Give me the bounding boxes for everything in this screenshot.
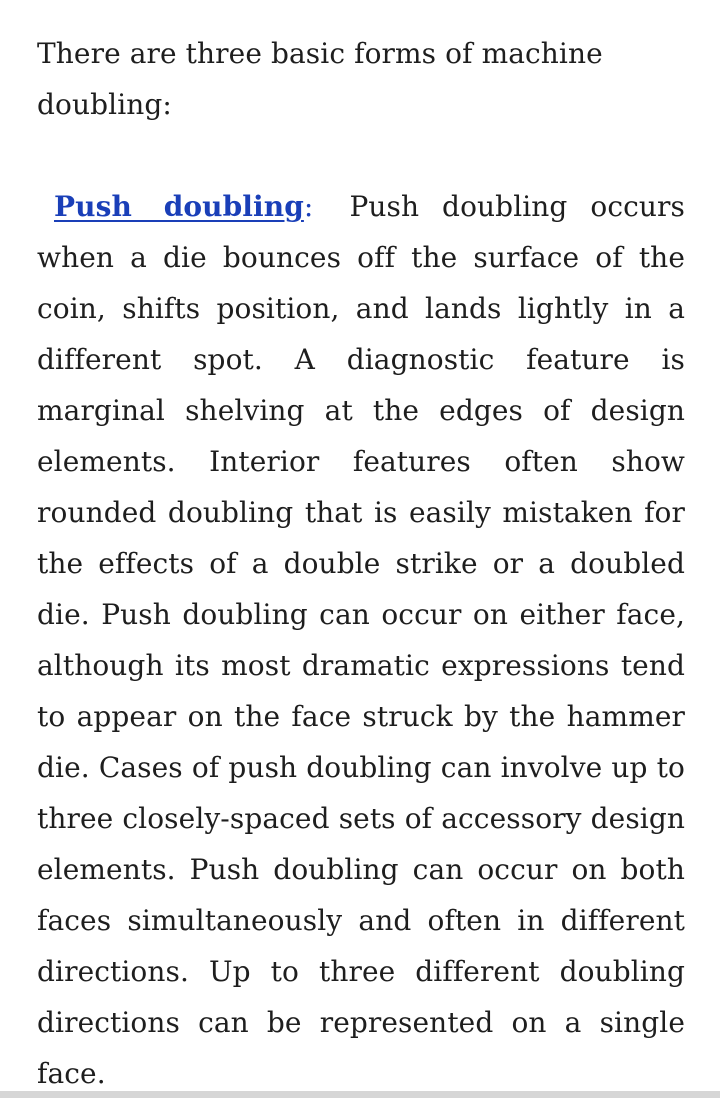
bottom-scroll-edge xyxy=(0,1091,720,1098)
push-doubling-link[interactable]: Push doubling xyxy=(54,190,304,223)
term-colon: : xyxy=(303,190,314,223)
intro-paragraph: There are three basic forms of machine doubling: xyxy=(37,37,603,121)
article-content xyxy=(37,28,685,1099)
push-doubling-body-text: Push doubling occurs when a die bounces off the surface of the coin, shifts position, and lands lightly in a different spot. A diagnostic feature is marginal shelving at the edges of design elements. Interior features often show rounded doubling that is easily mistaken for the effects of a double strike or a doubled die. Push doubling can occur on either face, although its most dramatic expressions tend to appear on the face struck by the hammer die. Cases of push doubling can involve up to three closely-spaced sets of accessory design elements. Push doubling can occur on both faces simultaneously and often in different directions. Up to three different doubling directions can be represented on a single face. xyxy=(37,190,685,1090)
push-doubling-paragraph xyxy=(37,181,685,1099)
